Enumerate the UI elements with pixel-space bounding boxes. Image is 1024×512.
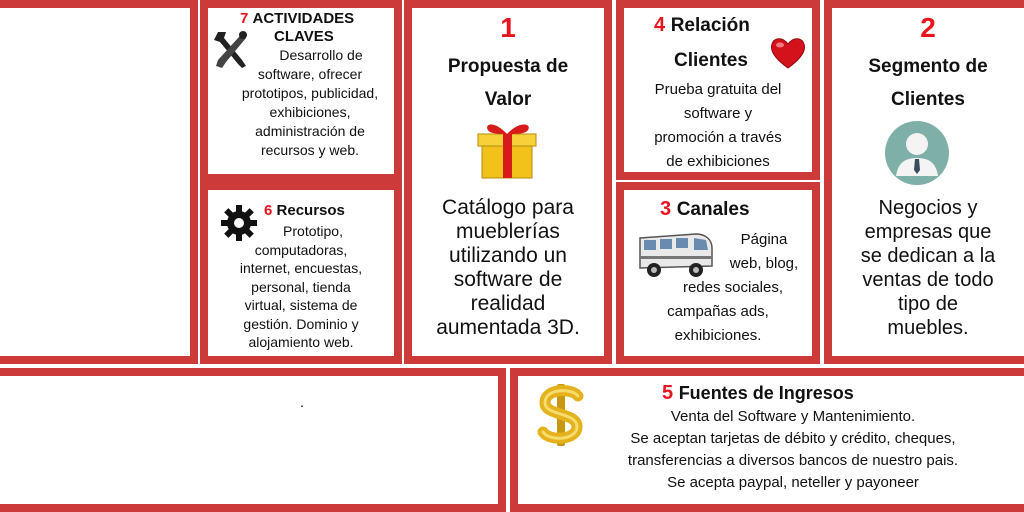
recursos-line: computadoras, [254,241,348,258]
segmento-title-line: Segmento de [868,56,988,77]
actividades-title: ACTIVIDADES [252,10,355,27]
actividades-line: exhibiciones, [269,104,351,120]
ingresos-line: Se aceptan tarjetas de débito y crédito, cheques, [630,430,956,447]
propuesta-title-line: Valor [484,89,532,110]
canales-body [624,276,812,348]
panel-recursos [200,182,402,364]
panel-socios [0,0,198,364]
segmento-number: 2 [920,12,936,43]
segmento-line: tipo de [897,293,959,315]
relacion-body [624,78,812,172]
actividades-line: software, ofrecer [257,66,363,82]
panel-canales [616,182,820,364]
canales-body-right [718,228,810,276]
actividades-title-2: CLAVES [274,28,334,45]
propuesta-line: Catálogo para [442,196,574,219]
propuesta-line: aumentada 3D. [436,316,580,339]
segmento-line: muebles. [887,317,969,339]
relacion-line: software y [683,105,753,122]
segmento-line: Negocios y [878,197,978,219]
costos-mark: . [300,394,304,410]
segmento-title-line: Clientes [891,89,965,110]
actividades-line: prototipos, publicidad, [241,85,379,101]
recursos-line: virtual, sistema de [244,297,358,313]
panel-propuesta [404,0,612,364]
recursos-line: alojamiento web. [248,334,354,350]
propuesta-line: utilizando un [449,244,567,267]
segmento-line: ventas de todo [862,269,994,291]
ingresos-line: Se acepta paypal, neteller y payoneer [667,474,919,491]
canales-line: campañas ads, [667,303,769,320]
segmento-title [832,50,1024,116]
relacion-line: promoción a través [654,129,782,146]
ingresos-line: Venta del Software y Mantenimiento. [670,408,916,425]
panel-costos [0,368,506,512]
propuesta-line: software de [453,268,563,291]
bus-icon [636,230,716,280]
recursos-body [216,222,386,352]
recursos-number: 6 [264,202,273,219]
canales-title: Canales [676,199,750,220]
panel-actividades [200,0,402,182]
panel-relacion [616,0,820,180]
person-icon [884,120,950,186]
ingresos-line: transferencias a diversos bancos de nuestro pais. [627,452,959,469]
actividades-body [222,46,394,160]
segmento-line: empresas que [864,221,992,243]
heart-icon [770,36,806,70]
relacion-title-2: Clientes [674,50,748,71]
ingresos-title: Fuentes de Ingresos [678,383,854,403]
panel-socios-inner [0,8,190,356]
relacion-line: Prueba gratuita del [654,81,782,98]
ingresos-number: 5 [662,382,674,404]
relacion-title: Relación [670,15,750,36]
actividades-line: administración de [255,123,365,139]
propuesta-line: mueblerías [456,220,560,243]
recursos-line: internet, encuestas, [239,260,363,276]
propuesta-body [412,196,604,340]
actividades-line: recursos y web. [260,142,360,158]
recursos-title: Recursos [276,202,345,219]
canales-line: exhibiciones. [674,327,762,344]
recursos-line: personal, tienda [251,278,351,295]
canales-line: redes sociales, [682,279,784,296]
propuesta-line: realidad [470,292,546,315]
segmento-body [832,196,1024,340]
gift-icon [476,118,540,180]
segmento-line: se dedican a la [860,245,996,267]
panel-segmento [824,0,1024,364]
canales-line: web, blog, [729,255,799,272]
relacion-number: 4 [654,14,666,36]
recursos-line: gestión. Dominio y [243,315,359,332]
ingresos-body [578,406,1008,494]
propuesta-title-line: Propuesta de [447,56,569,77]
propuesta-number: 1 [500,12,516,43]
actividades-line: Desarrollo de [279,47,363,63]
canales-number: 3 [660,198,672,220]
canales-line: Página [740,231,788,248]
panel-ingresos [510,368,1024,512]
propuesta-title [412,50,604,116]
actividades-number: 7 [240,10,249,27]
relacion-line: de exhibiciones [666,153,770,170]
recursos-line: Prototipo, [283,223,343,239]
